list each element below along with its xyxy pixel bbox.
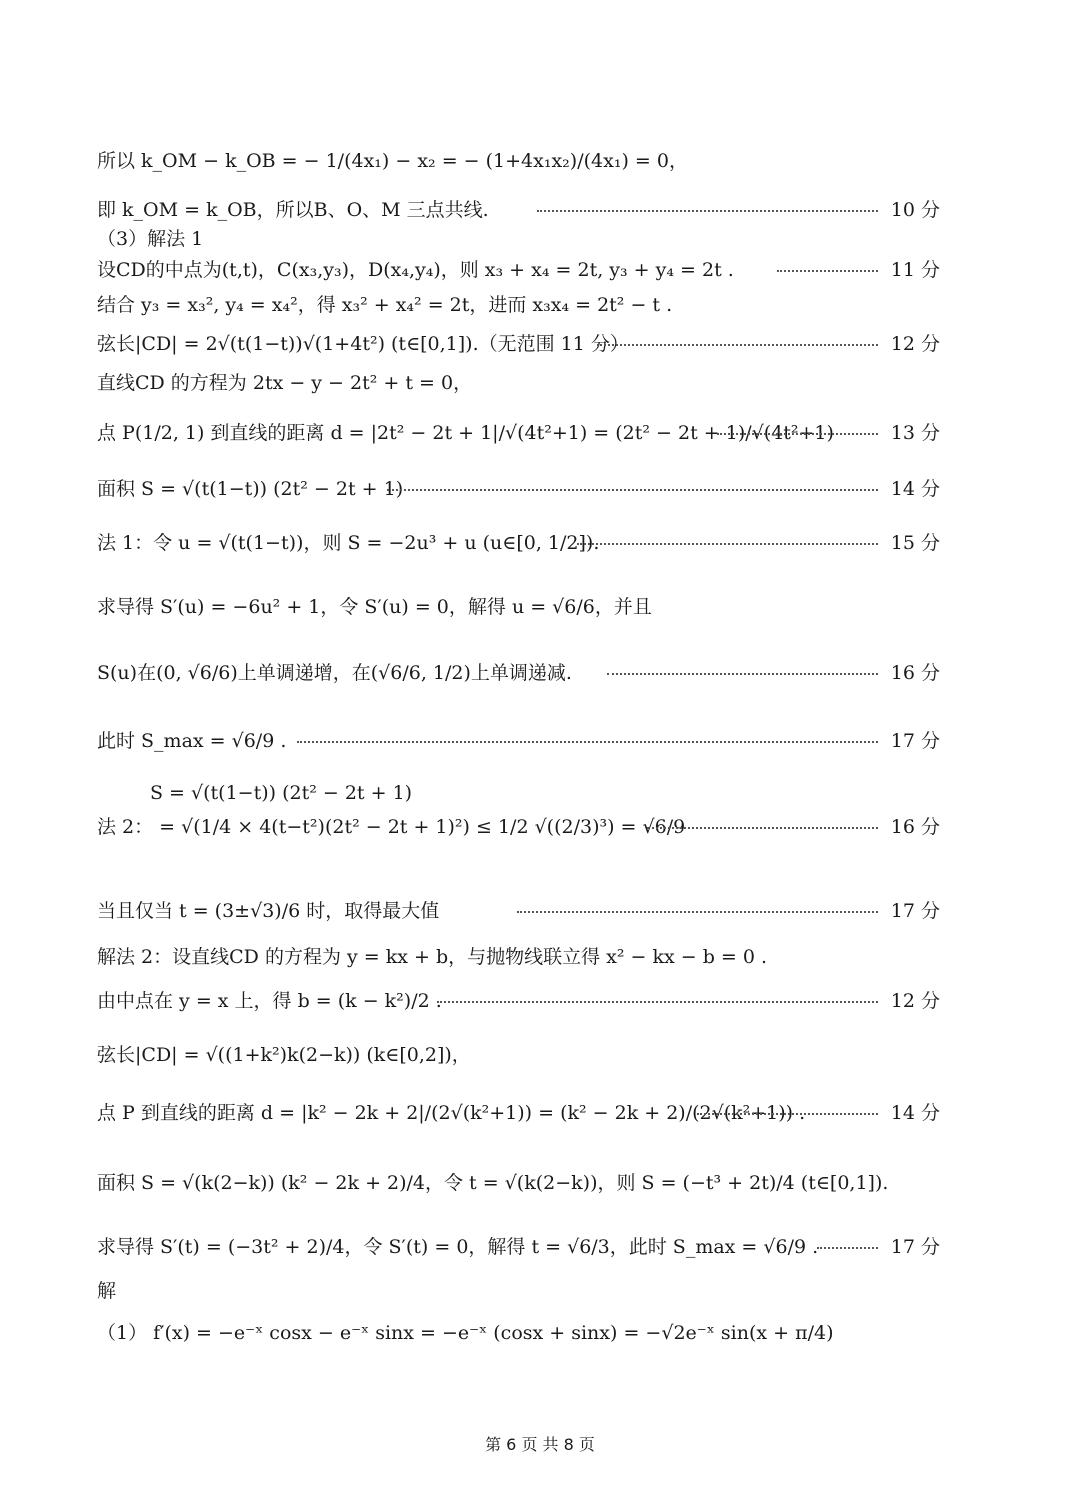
score: 12 分 bbox=[890, 990, 940, 1012]
line-text: 此时 S_max = √6/9 . bbox=[97, 730, 287, 752]
line-text: 点 P(1/2, 1) 到直线的距离 d = |2t² − 2t + 1|/√(4t²+1) = (2t² − 2t + 1)/√(4t²+1) bbox=[97, 422, 834, 444]
dot-leader bbox=[537, 210, 878, 212]
score: 13 分 bbox=[890, 422, 940, 444]
line-text: 点 P 到直线的距离 d = |k² − 2k + 2|/(2√(k²+1)) = (k² − 2k + 2)/(2√(k²+1)) . bbox=[97, 1102, 806, 1124]
line-text: 法 2： = √(1/4 × 4(t−t²)(2t² − 2t + 1)²) ≤ 1/2 √((2/3)³) = √6/9 bbox=[97, 816, 686, 838]
line-3 bbox=[97, 226, 940, 252]
line-17 bbox=[97, 944, 940, 970]
line-22 bbox=[97, 1234, 940, 1260]
line-text: 设CD的中点为(t,t)，C(x₃,y₃)，D(x₄,y₄)，则 x₃ + x₄ = 2t, y₃ + y₄ = 2t . bbox=[97, 259, 734, 281]
line-13 bbox=[97, 728, 940, 754]
line-text: 所以 k_OM − k_OB = − 1/(4x₁) − x₂ = − (1+4x₁x₂)/(4x₁) = 0， bbox=[97, 150, 688, 172]
line-6 bbox=[97, 331, 940, 357]
line-14 bbox=[150, 780, 940, 806]
dot-leader bbox=[647, 827, 878, 829]
score: 16 分 bbox=[890, 662, 940, 684]
score: 12 分 bbox=[890, 333, 940, 355]
line-5 bbox=[97, 292, 940, 318]
line-12 bbox=[97, 660, 940, 686]
line-10 bbox=[97, 530, 940, 556]
line-15 bbox=[97, 814, 940, 840]
score: 11 分 bbox=[890, 259, 940, 281]
line-9 bbox=[97, 476, 940, 502]
line-16 bbox=[97, 898, 940, 924]
dot-leader bbox=[387, 489, 878, 491]
line-text: 法 1：令 u = √(t(1−t))，则 S = −2u³ + u (u∈[0, 1/2]). bbox=[97, 532, 600, 554]
line-19 bbox=[97, 1042, 940, 1068]
line-text: 面积 S = √(k(2−k)) (k² − 2k + 2)/4，令 t = √(k(2−k))，则 S = (−t³ + 2t)/4 (t∈[0,1]). bbox=[97, 1172, 889, 1194]
score: 10 分 bbox=[890, 199, 940, 221]
line-text: 面积 S = √(t(1−t)) (2t² − 2t + 1) bbox=[97, 478, 404, 500]
score: 15 分 bbox=[890, 532, 940, 554]
line-text: （3）解法 1 bbox=[97, 228, 204, 250]
line-8 bbox=[97, 420, 940, 446]
line-24 bbox=[97, 1320, 940, 1346]
page-footer: 第 6 页 共 8 页 bbox=[485, 1435, 595, 1454]
dot-leader bbox=[817, 1247, 878, 1249]
score: 17 分 bbox=[890, 730, 940, 752]
line-4 bbox=[97, 257, 940, 283]
line-text: 弦长|CD| = √((1+k²)k(2−k)) (k∈[0,2])， bbox=[97, 1044, 471, 1066]
score: 14 分 bbox=[890, 478, 940, 500]
line-text: 弦长|CD| = 2√(t(1−t))√(1+4t²) (t∈[0,1]).（无范围 11 分） bbox=[97, 333, 629, 355]
score: 14 分 bbox=[890, 1102, 940, 1124]
line-11 bbox=[97, 594, 940, 620]
line-text: 解 bbox=[97, 1280, 117, 1302]
score: 16 分 bbox=[890, 816, 940, 838]
dot-leader bbox=[297, 741, 878, 743]
line-text: 直线CD 的方程为 2tx − y − 2t² + t = 0， bbox=[97, 372, 473, 394]
line-text: 当且仅当 t = (3±√3)/6 时，取得最大值 bbox=[97, 900, 440, 922]
line-1 bbox=[97, 148, 940, 174]
line-20 bbox=[97, 1100, 940, 1126]
line-text: 解法 2：设直线CD 的方程为 y = kx + b，与抛物线联立得 x² − kx − b = 0 . bbox=[97, 946, 768, 968]
line-text: 即 k_OM = k_OB，所以B、O、M 三点共线. bbox=[97, 199, 489, 221]
line-21 bbox=[97, 1170, 940, 1196]
line-18 bbox=[97, 988, 940, 1014]
line-text: S = √(t(1−t)) (2t² − 2t + 1) bbox=[150, 782, 413, 804]
line-text: 结合 y₃ = x₃², y₄ = x₄²，得 x₃² + x₄² = 2t，进而 x₃x₄ = 2t² − t . bbox=[97, 294, 673, 316]
line-23 bbox=[97, 1278, 940, 1304]
line-7 bbox=[97, 370, 940, 396]
score: 17 分 bbox=[890, 900, 940, 922]
dot-leader bbox=[597, 344, 878, 346]
dot-leader bbox=[437, 1001, 878, 1003]
line-text: （1） f′(x) = −e⁻ˣ cosx − e⁻ˣ sinx = −e⁻ˣ (cosx + sinx) = −√2e⁻ˣ sin(x + π/4) bbox=[97, 1322, 834, 1344]
dot-leader bbox=[517, 911, 878, 913]
line-text: 求导得 S′(t) = (−3t² + 2)/4，令 S′(t) = 0，解得 t = √6/3，此时 S_max = √6/9 . bbox=[97, 1236, 819, 1258]
dot-leader bbox=[697, 1113, 878, 1115]
line-2 bbox=[97, 197, 940, 223]
score: 17 分 bbox=[890, 1236, 940, 1258]
line-text: 由中点在 y = x 上，得 b = (k − k²)/2 . bbox=[97, 990, 442, 1012]
dot-leader bbox=[717, 433, 878, 435]
dot-leader bbox=[777, 270, 878, 272]
dot-leader bbox=[577, 543, 878, 545]
line-text: S(u)在(0, √6/6)上单调递增，在(√6/6, 1/2)上单调递减. bbox=[97, 662, 572, 684]
line-text: 求导得 S′(u) = −6u² + 1，令 S′(u) = 0，解得 u = √6/6，并且 bbox=[97, 596, 652, 618]
dot-leader bbox=[607, 673, 878, 675]
